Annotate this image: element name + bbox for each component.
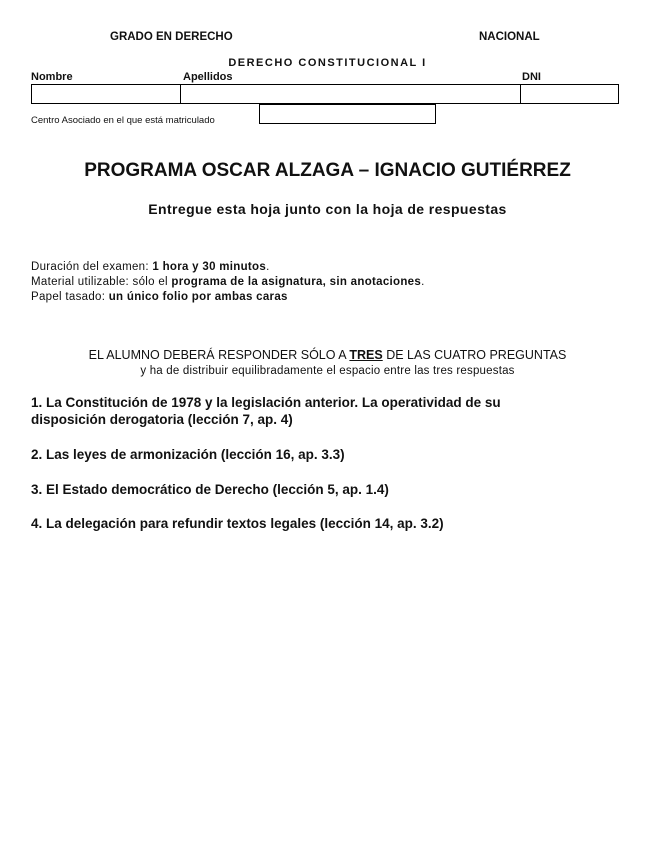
- question-4: 4. La delegación para refundir textos legales (lección 14, ap. 3.2): [31, 516, 444, 531]
- scope-heading: NACIONAL: [479, 31, 540, 43]
- instruction-line-1: [0, 348, 655, 362]
- page-subtitle: Entregue esta hoja junto con la hoja de respuestas: [148, 201, 507, 217]
- center-field[interactable]: [259, 104, 436, 124]
- subject-heading: DERECHO CONSTITUCIONAL I: [228, 57, 427, 69]
- material-value: programa de la asignatura, sin anotaciones: [171, 276, 422, 288]
- question-1-line-2: disposición derogatoria (lección 7, ap. 4): [31, 412, 293, 427]
- name-field[interactable]: [31, 84, 182, 104]
- page-title: PROGRAMA OSCAR ALZAGA – IGNACIO GUTIÉRREZ: [84, 160, 571, 181]
- question-1-line-1: 1. La Constitución de 1978 y la legislación anterior. La operatividad de su: [31, 395, 501, 410]
- material-suffix: .: [421, 276, 425, 288]
- paper-line: [31, 291, 288, 303]
- id-label: DNI: [522, 71, 541, 83]
- instruction-suffix: DE LAS CUATRO PREGUNTAS: [382, 348, 567, 362]
- center-label: Centro Asociado en el que está matriculado: [31, 115, 215, 126]
- paper-value: un único folio por ambas caras: [108, 291, 288, 303]
- degree-heading: GRADO EN DERECHO: [110, 31, 233, 43]
- material-line: [31, 276, 425, 288]
- duration-line: [31, 261, 270, 273]
- question-3: 3. El Estado democrático de Derecho (lección 5, ap. 1.4): [31, 482, 389, 497]
- surname-label: Apellidos: [183, 71, 233, 83]
- paper-prefix: Papel tasado:: [31, 291, 109, 303]
- duration-value: 1 hora y 30 minutos: [152, 261, 267, 273]
- duration-suffix: .: [266, 261, 270, 273]
- question-2: 2. Las leyes de armonización (lección 16, ap. 3.3): [31, 447, 345, 462]
- id-field[interactable]: [520, 84, 619, 104]
- name-label: Nombre: [31, 71, 73, 83]
- duration-prefix: Duración del examen:: [31, 261, 153, 273]
- instruction-emphasis: TRES: [349, 348, 383, 362]
- surname-field[interactable]: [180, 84, 522, 104]
- material-prefix: Material utilizable: sólo el: [31, 276, 172, 288]
- instruction-line-2: y ha de distribuir equilibradamente el espacio entre las tres respuestas: [140, 365, 515, 377]
- instruction-prefix: EL ALUMNO DEBERÁ RESPONDER SÓLO A: [88, 348, 350, 362]
